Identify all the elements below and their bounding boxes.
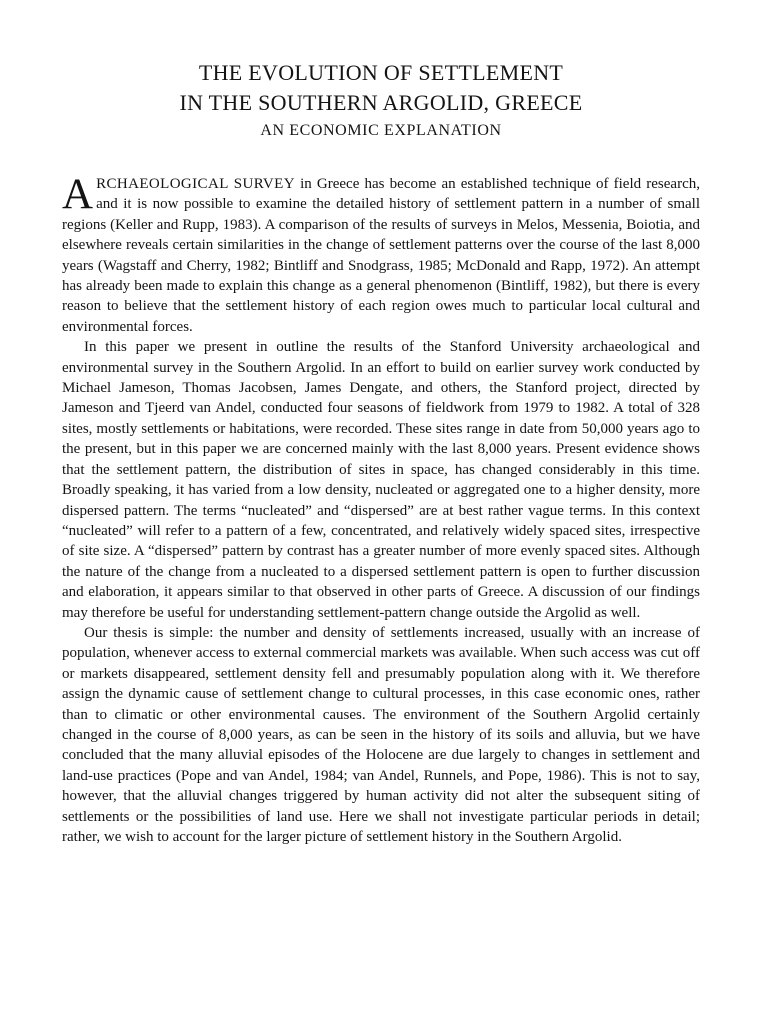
- title-block: [62, 58, 700, 140]
- title-line-2: IN THE SOUTHERN ARGOLID, GREECE: [179, 90, 583, 115]
- paragraph-1-text: in Greece has become an established technique of field research, and it is now possible to examine the detailed history of settlement pattern in a number of small regions (Keller and Rupp, 1983). A comparison of the results of surveys in Melos, Messenia, Boiotia, and elsewhere reveals certain similarities in the change of settlement patterns over the course of the last 8,000 years (Wagstaff and Cherry, 1982; Bintliff and Snodgrass, 1985; McDonald and Rapp, 1972). An attempt has already been made to explain this change as a general phenomenon (Bintliff, 1982), but there is every reason to believe that the settlement history of each region owes much to particular local cultural and environmental forces.: [62, 176, 700, 335]
- paragraph-2: In this paper we present in outline the results of the Stanford University archaeological and environmental survey in the Southern Argolid. In an effort to build on earlier survey work conducted by Michael Jameson, Thomas Jacobsen, James Dengate, and others, the Stanford project, directed by Jameson and Tjeerd van Andel, conducted four seasons of fieldwork from 1979 to 1982. A total of 328 sites, mostly settlements or habitations, were recorded. These sites range in date from 50,000 years ago to the present, but in this paper we are concerned mainly with the last 8,000 years. Present evidence shows that the settlement pattern, the distribution of sites in space, has changed considerably in this time. Broadly speaking, it has varied from a low density, nucleated or aggregated one to a higher density, more dispersed pattern. The terms “nucleated” and “dispersed” are at best rather vague terms. In this context “nucleated” will refer to a pattern of a few, concentrated, and relatively widely spaced sites, irrespective of site size. A “dispersed” pattern by contrast has a greater number of more evenly spaced sites. Although the nature of the change from a nucleated to a dispersed settlement pattern is open to further discussion and elaboration, it appears similar to that observed in other parts of Greece. A discussion of our findings may therefore be useful for understanding settlement-pattern change outside the Argolid as well.: [62, 339, 700, 621]
- drop-cap: A: [62, 171, 94, 218]
- paragraph-1: [62, 171, 700, 337]
- paragraph-3: Our thesis is simple: the number and density of settlements increased, usually with an increase of population, whenever access to external commercial markets was available. When such access was cut off or markets disappeared, settlement density fell and presumably population along with it. We therefore assign the dynamic cause of settlement change to cultural processes, in this case economic ones, rather than to climatic or other environmental causes. The environment of the Southern Argolid certainly changed in the course of 8,000 years, as can be seen in the history of its soils and alluvia, but we have concluded that the many alluvial episodes of the Holocene are due largely to changes in settlement and land-use practices (Pope and van Andel, 1984; van Andel, Runnels, and Pope, 1986). This is not to say, however, that the alluvial changes triggered by human activity did not alter the subsequent siting of settlements or the possibilities of land use. Here we shall not investigate particular periods in detail; rather, we wish to account for the larger picture of settlement history in the Southern Argolid.: [62, 624, 700, 845]
- opening-small-caps: RCHAEOLOGICAL SURVEY: [96, 176, 295, 192]
- paper-page: [62, 58, 700, 847]
- article-body: [62, 171, 700, 847]
- subtitle: AN ECONOMIC EXPLANATION: [260, 122, 502, 139]
- title-line-1: THE EVOLUTION OF SETTLEMENT: [198, 60, 564, 85]
